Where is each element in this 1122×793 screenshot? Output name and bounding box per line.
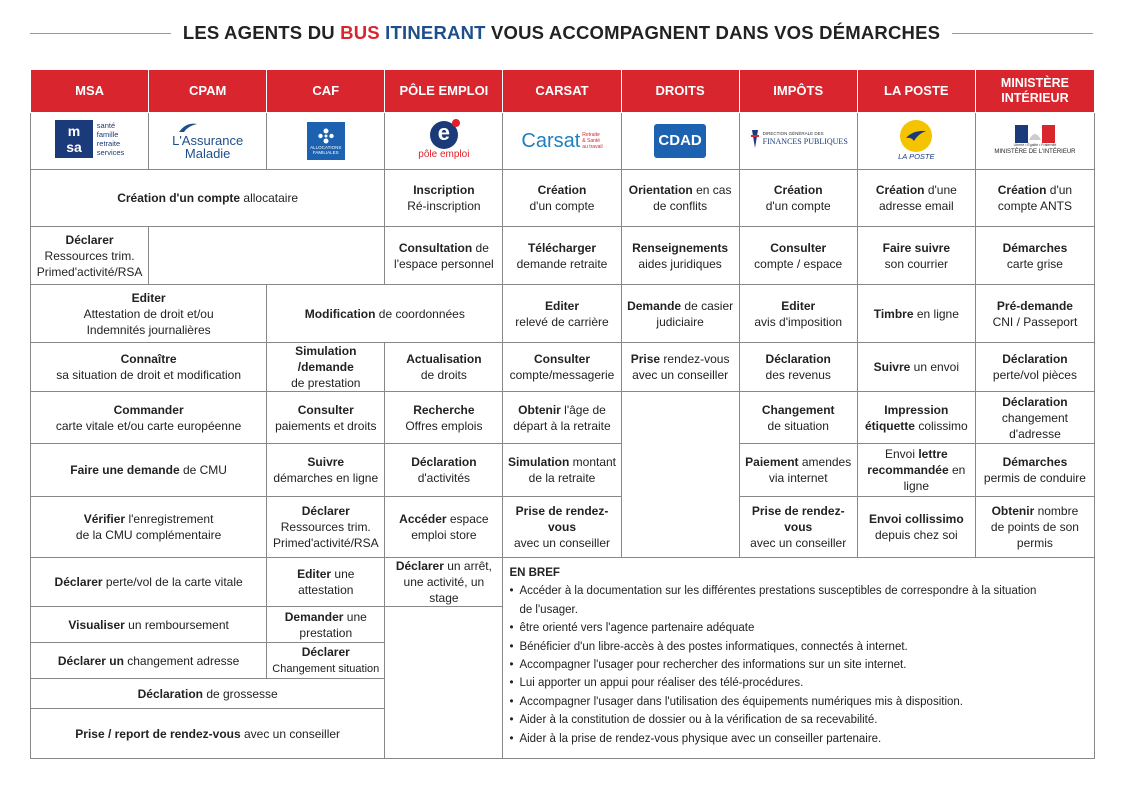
cell-simulation-montant: Simulation montant de la retraite: [503, 444, 621, 497]
cell-carsat-prise-rdv: Prise de rendez-vous avec un conseiller: [503, 497, 621, 558]
cell-prise-report-rdv: Prise / report de rendez-vous avec un conseiller: [31, 709, 385, 759]
french-flag-icon: [1015, 125, 1055, 143]
cell-ants-creation: Création d'un compte ANTS: [975, 170, 1094, 227]
header-row: [31, 70, 1095, 113]
cell-impots-creation: Création d'un compte: [739, 170, 857, 227]
cell-permis-conduire: Démarches permis de conduire: [975, 444, 1094, 497]
table-row: [31, 558, 1095, 607]
cell-recherche-offres: Recherche Offres emplois: [385, 392, 503, 444]
cell-carsat-creation: Création d'un compte: [503, 170, 621, 227]
cell-timbre: Timbre en ligne: [857, 285, 975, 343]
cell-declarer-arret: Déclarer un arrêt, une activité, un stage: [385, 558, 503, 607]
svg-text:sa: sa: [66, 139, 82, 155]
col-header-ministere-interieur: MINISTÈRE INTÉRIEUR: [975, 70, 1094, 113]
en-bref-item: • Accéder à la documentation sur les différentes prestations susceptibles de correspondre à la situation: [509, 585, 1037, 598]
impots-logo: [749, 128, 848, 150]
cell-editer-releve: Editer relevé de carrière: [503, 285, 621, 343]
table-row: [31, 497, 1095, 558]
cell-empty: [385, 607, 503, 759]
en-bref-box: [503, 558, 1095, 759]
svg-text:m: m: [67, 123, 81, 139]
cdad-logo: [654, 124, 706, 158]
table-row: [31, 170, 1095, 227]
logo-cell-msa: [31, 113, 149, 170]
carsat-sub-3: au travail: [582, 143, 603, 150]
title-bus: BUS: [340, 22, 380, 43]
cell-renseignements: Renseignements aides juridiques: [621, 227, 739, 285]
cell-lettre-recommandee: Envoi lettre recommandée en ligne: [857, 444, 975, 497]
cell-consulter-messagerie: Consulter compte/messagerie: [503, 343, 621, 392]
cell-connaitre-situation: Connaître sa situation de droit et modification: [31, 343, 267, 392]
cell-demande-cmu: Faire une demande de CMU: [31, 444, 267, 497]
cell-perte-carte-vitale: Déclarer perte/vol de la carte vitale: [31, 558, 267, 607]
cell-points-permis: Obtenir nombre de points de son permis: [975, 497, 1094, 558]
cell-consulter-paiements: Consulter paiements et droits: [267, 392, 385, 444]
logo-cell-droits: [621, 113, 739, 170]
title-left-rule: [30, 33, 171, 34]
cell-declarer-changement-situation: Déclarer Changement situation: [267, 643, 385, 679]
cell-faire-suivre: Faire suivre son courrier: [857, 227, 975, 285]
en-bref-item: • Accompagner l'usager dans l'utilisation des équipements numériques mis à disposition.: [509, 695, 963, 708]
title-prefix: LES AGENTS DU: [182, 22, 341, 43]
en-bref-item: • Bénéficier d'un libre-accès à des postes informatiques, connectés à internet.: [509, 640, 908, 653]
cell-demander-prestation: Demander une prestation: [267, 607, 385, 643]
cell-orientation: Orientation en cas de conflits: [621, 170, 739, 227]
ministere-text: MINISTÈRE DE L'INTÉRIEUR: [994, 149, 1076, 155]
cell-poste-creation: Création d'une adresse email: [857, 170, 975, 227]
cell-msa-declarer-ressources: Déclarer Ressources trim. Primed'activité/RSA: [31, 227, 149, 285]
en-bref-item: • être orienté vers l'agence partenaire adéquate: [509, 622, 755, 635]
en-bref-title: EN BREF: [509, 567, 560, 579]
col-header-la-poste: LA POSTE: [857, 70, 975, 113]
cell-impression-etiquette: Impression étiquette colissimo: [857, 392, 975, 444]
carsat-sub-2: & Santé: [582, 137, 601, 144]
cell-inscription: Inscription Ré-inscription: [385, 170, 503, 227]
services-table: [30, 69, 1095, 759]
logo-row: [31, 113, 1095, 170]
cell-declaration-revenus: Déclaration des revenus: [739, 343, 857, 392]
cell-envoi-colissimo: Envoi collissimo depuis chez soi: [857, 497, 975, 558]
msa-line-1: santé: [96, 121, 116, 130]
cell-paiement-amendes: Paiement amendes via internet: [739, 444, 857, 497]
cell-actualisation: Actualisation de droits: [385, 343, 503, 392]
cell-empty: [149, 227, 385, 285]
cell-casier-judiciaire: Demande de casier judiciaire: [621, 285, 739, 343]
caf-text-2: FAMILIALES: [312, 150, 339, 155]
msa-line-3: retraite: [96, 139, 121, 148]
cpam-logo-top: L'Assurance: [172, 133, 244, 148]
msa-mark-icon: [55, 120, 93, 158]
la-poste-text: LA POSTE: [898, 152, 935, 161]
cell-declaration-grossesse: Déclaration de grossesse: [31, 679, 385, 709]
cell-editer-attestation-cpam: Editer une attestation: [267, 558, 385, 607]
table-row: [31, 392, 1095, 444]
carsat-logo: [521, 129, 603, 152]
cell-avis-imposition: Editer avis d'imposition: [739, 285, 857, 343]
carsat-text: Carsat: [521, 129, 581, 152]
cell-consulter-compte: Consulter compte / espace: [739, 227, 857, 285]
impots-big: FINANCES PUBLIQUES: [762, 137, 848, 146]
en-bref-item-continuation: de l'usager.: [519, 603, 578, 616]
cpam-logo-bottom: Maladie: [184, 146, 231, 161]
cell-commander-carte-vitale: Commander carte vitale et/ou carte européenne: [31, 392, 267, 444]
cell-consultation-espace: Consultation de l'espace personnel: [385, 227, 503, 285]
cell-simulation-demande: Simulation /demande de prestation: [267, 343, 385, 392]
col-header-carsat: CARSAT: [503, 70, 621, 113]
cell-obtenir-age-depart: Obtenir l'âge de départ à la retraite: [503, 392, 621, 444]
marianne-icon: [749, 128, 761, 150]
table-row: [31, 343, 1095, 392]
cell-impots-prise-rdv: Prise de rendez-vous avec un conseiller: [739, 497, 857, 558]
logo-cell-caf: [267, 113, 385, 170]
page-title: [171, 22, 952, 44]
msa-line-4: services: [96, 148, 125, 157]
title-itinerant: ITINERANT: [385, 22, 486, 43]
caf-logo: [307, 122, 345, 160]
cell-perte-vol-pieces: Déclaration perte/vol pièces: [975, 343, 1094, 392]
la-poste-logo: [898, 120, 934, 162]
cdad-text: CDAD: [658, 132, 702, 149]
cell-empty: [621, 392, 739, 558]
cell-emploi-store: Accéder espace emploi store: [385, 497, 503, 558]
en-bref-item: • Accompagner l'usager pour rechercher des informations sur un site internet.: [509, 659, 907, 672]
impots-small: DIRECTION GÉNÉRALE DES: [762, 131, 824, 136]
bird-icon: [905, 129, 927, 143]
col-header-droits: DROITS: [621, 70, 739, 113]
cell-carte-grise: Démarches carte grise: [975, 227, 1094, 285]
cell-changement-situation: Changement de situation: [739, 392, 857, 444]
en-bref-item: • Aider à la prise de rendez-vous physique avec un conseiller partenaire.: [509, 732, 882, 745]
title-suffix: VOUS ACCOMPAGNENT DANS VOS DÉMARCHES: [485, 22, 941, 43]
carsat-sub-1: Retraite: [582, 131, 600, 138]
logo-cell-pole-emploi: [385, 113, 503, 170]
cell-telecharger: Télécharger demande retraite: [503, 227, 621, 285]
logo-cell-ministere: [975, 113, 1094, 170]
table-row: [31, 227, 1095, 285]
caf-text-1: ALLOCATIONS: [310, 145, 342, 150]
cell-cpam-declarer-ressources: Déclarer Ressources trim. Primed'activité/RSA: [267, 497, 385, 558]
cpam-logo: [172, 122, 243, 160]
cell-declarer-changement-adresse: Déclarer un changement adresse: [31, 643, 267, 679]
logo-cell-la-poste: [857, 113, 975, 170]
cell-suivre-demarches: Suivre démarches en ligne: [267, 444, 385, 497]
en-bref-item: • Aider à la constitution de dossier ou à la vérification de sa recevabilité.: [509, 714, 878, 727]
cell-declaration-activites: Déclaration d'activités: [385, 444, 503, 497]
logo-cell-cpam: [149, 113, 267, 170]
cell-visualiser-remboursement: Visualiser un remboursement: [31, 607, 267, 643]
table-row: [31, 285, 1095, 343]
col-header-msa: MSA: [31, 70, 149, 113]
cell-modification-coordonnees: Modification de coordonnées: [267, 285, 503, 343]
caf-people-icon: [317, 127, 335, 145]
logo-cell-carsat: [503, 113, 621, 170]
cell-verifier-cmu: Vérifier l'enregistrement de la CMU complémentaire: [31, 497, 267, 558]
title-row: [30, 20, 1093, 46]
ministere-motto: Liberté • Égalité • Fraternité: [1013, 143, 1057, 147]
msa-line-2: famille: [96, 130, 119, 139]
cell-prise-rdv-droits: Prise rendez-vous avec un conseiller: [621, 343, 739, 392]
pole-emploi-letter: e: [437, 120, 450, 145]
pole-emploi-logo: [418, 121, 469, 161]
cell-suivre-envoi: Suivre un envoi: [857, 343, 975, 392]
cell-changement-adresse-minint: Déclaration changement d'adresse: [975, 392, 1094, 444]
title-right-rule: [952, 33, 1093, 34]
cell-pre-demande: Pré-demande CNI / Passeport: [975, 285, 1094, 343]
table-row: [31, 444, 1095, 497]
en-bref-item: • Lui apporter un appui pour réaliser des télé-procédures.: [509, 677, 804, 690]
col-header-caf: CAF: [267, 70, 385, 113]
msa-logo: [55, 120, 125, 158]
pole-emploi-text: pôle emploi: [418, 149, 470, 160]
col-header-pole-emploi: PÔLE EMPLOI: [385, 70, 503, 113]
cell-creation-compte-allocataire: Création d'un compte allocataire: [31, 170, 385, 227]
col-header-cpam: CPAM: [149, 70, 267, 113]
cell-editer-attestation: Editer Attestation de droit et/ou Indemnités journalières: [31, 285, 267, 343]
ministere-logo: [994, 125, 1075, 157]
logo-cell-impots: [739, 113, 857, 170]
col-header-impots: IMPÔTS: [739, 70, 857, 113]
